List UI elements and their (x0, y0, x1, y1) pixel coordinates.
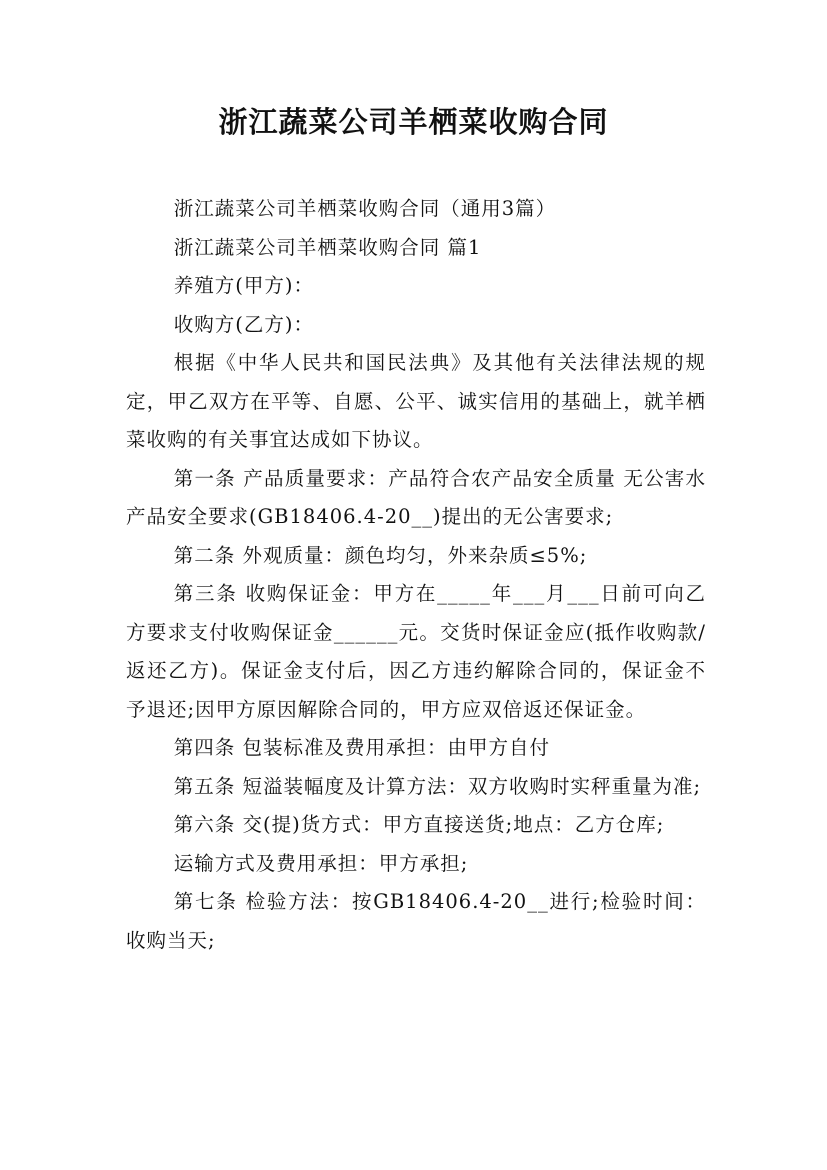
paragraph-article-4: 第四条 包装标准及费用承担：由甲方自付 (173, 736, 550, 759)
document-body (126, 190, 706, 960)
paragraph-article-1: 第一条 产品质量要求：产品符合农产品安全质量 无公害水产品安全要求(GB18406.4-20__)提出的无公害要求; (126, 466, 706, 528)
document-title: 浙江蔬菜公司羊栖菜收购合同 (218, 105, 609, 139)
paragraph-article-3: 第三条 收购保证金：甲方在_____年___月___日前可向乙方要求支付收购保证金______元。交货时保证金应(抵作收购款/返还乙方)。保证金支付后，因乙方违约解除合同的，保证金不予退还;因甲方原因解除合同的，甲方应双倍返还保证金。 (126, 582, 706, 721)
paragraph-transport: 运输方式及费用承担：甲方承担; (173, 851, 469, 875)
paragraph-party-b: 收购方(乙方)： (173, 312, 314, 336)
paragraph-party-a: 养殖方(甲方)： (173, 274, 314, 297)
paragraph-section-heading: 浙江蔬菜公司羊栖菜收购合同 篇1 (173, 235, 482, 259)
paragraph-subtitle: 浙江蔬菜公司羊栖菜收购合同（通用3篇） (173, 197, 557, 220)
paragraph-article-6: 第六条 交(提)货方式：甲方直接送货;地点：乙方仓库; (173, 813, 665, 836)
paragraph-preamble: 根据《中华人民共和国民法典》及其他有关法律法规的规定，甲乙双方在平等、自愿、公平、诚实信用的基础上，就羊栖菜收购的有关事宜达成如下协议。 (126, 351, 706, 451)
paragraph-article-2: 第二条 外观质量：颜色均匀，外来杂质≤5%; (173, 543, 588, 567)
paragraph-article-5: 第五条 短溢装幅度及计算方法：双方收购时实秤重量为准; (173, 774, 702, 798)
paragraph-article-7: 第七条 检验方法：按GB18406.4-20__进行;检验时间：收购当天; (126, 890, 706, 952)
